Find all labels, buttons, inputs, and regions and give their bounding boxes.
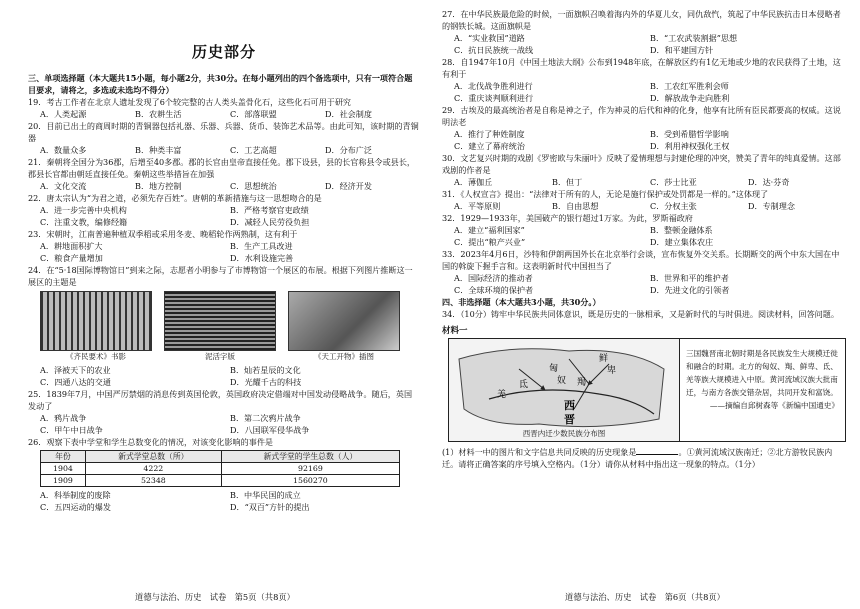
material-source: ——摘编自邱树森等《新编中国通史》 bbox=[709, 401, 839, 410]
table-header: 年份 bbox=[41, 451, 86, 463]
material-text: 三国魏晋南北朝时期是各民族发生大规模迁徙和融合的时期。北方的匈奴、羯、鲜卑、氐、羌等族大规模进入中原。黄河流域汉族大批南迁，与南方各族交错杂居，共同开发和富饶。 bbox=[686, 349, 838, 397]
image-card bbox=[40, 291, 152, 362]
question-32: 32．1929—1933年，美国破产的银行超过1万家。为此，罗斯福政府 bbox=[442, 213, 693, 223]
image-card bbox=[164, 291, 276, 362]
map-title: 西晋内迁少数民族分布图 bbox=[522, 429, 606, 438]
option[interactable]: D．分布广泛 bbox=[325, 145, 372, 155]
option[interactable]: D．光耀千古的科技 bbox=[230, 377, 302, 387]
type-plate-image bbox=[164, 291, 276, 351]
option[interactable]: C．莎士比亚 bbox=[650, 177, 697, 187]
question-31: 31．《人权宣言》提出：“法律对于所有的人，无论是施行保护或处罚都是一样的。”这体现了 bbox=[442, 189, 769, 199]
option[interactable]: A．鸦片战争 bbox=[40, 413, 87, 423]
q19-options bbox=[28, 108, 420, 120]
option[interactable]: A．文化交流 bbox=[40, 181, 87, 191]
q28-options bbox=[442, 80, 846, 104]
question-30: 30．文艺复兴时期的戏剧《罗密欧与朱丽叶》反映了爱情理想与封建伦理的冲突，赞美了青年的纯真爱情。这部戏剧的作者是 bbox=[442, 153, 841, 175]
page-title: 历史部分 bbox=[191, 43, 256, 61]
question-34: 34．（10分）铸牢中华民族共同体意识，既是历史的一脉相承，又是新时代的与时俱进。阅读材料，回答问题。 bbox=[442, 309, 839, 319]
option[interactable]: A．推行了种姓制度 bbox=[454, 129, 525, 139]
table-row bbox=[41, 463, 400, 475]
option[interactable]: D．“双百”方针的提出 bbox=[230, 502, 310, 512]
table-cell: 1560270 bbox=[221, 475, 399, 487]
option[interactable]: D．八国联军侵华战争 bbox=[230, 425, 310, 435]
table-cell: 1909 bbox=[41, 475, 86, 487]
map-label: 鲜 bbox=[599, 354, 609, 364]
question-26: 26．观察下表中学堂和学生总数变化的情况，对该变化影响的事件是 bbox=[28, 437, 274, 447]
q24-options bbox=[28, 364, 420, 388]
option[interactable]: B．整顿金融体系 bbox=[650, 225, 713, 235]
option[interactable]: C．注重文教，编修经籍 bbox=[40, 217, 128, 227]
book-image bbox=[40, 291, 152, 351]
option[interactable]: B．“工农武装割据”思想 bbox=[650, 33, 738, 43]
q26-options bbox=[28, 489, 420, 513]
q31-options bbox=[442, 200, 846, 212]
question-24: 24．在“5·18国际博物馆日”到来之际，志愿者小明参与了市博物馆一个展区的布展。根据下列图片推断这一展区的主题是 bbox=[28, 265, 413, 287]
option[interactable]: D．经济开发 bbox=[325, 181, 372, 191]
option[interactable]: C．全球环境的保护者 bbox=[454, 285, 534, 295]
material-text-block bbox=[680, 339, 845, 441]
option[interactable]: A．北伐战争胜利进行 bbox=[454, 81, 533, 91]
table-cell: 92169 bbox=[221, 463, 399, 475]
option[interactable]: A．薄伽丘 bbox=[454, 177, 493, 187]
table-cell: 52348 bbox=[85, 475, 221, 487]
option[interactable]: C．甲午中日战争 bbox=[40, 425, 103, 435]
question-22: 22．唐太宗认为“为君之道，必须先存百姓”。唐朝的革新措施与这一思想吻合的是 bbox=[28, 193, 322, 203]
q27-options bbox=[442, 32, 846, 56]
table-header: 新式学堂的学生总数（人） bbox=[221, 451, 399, 463]
page-footer: 道德与法治、历史 试卷 第5页（共8页） bbox=[135, 592, 295, 602]
answer-prompt-continued: 。①黄河流域汉族南迁；②北方游牧民族内迁。请将正确答案的序号填入空格内。（1分）请你从材料中指出这一现象的特点。（1分） bbox=[442, 447, 833, 469]
option[interactable]: D．解放战争走向胜利 bbox=[650, 93, 730, 103]
question-19: 19．考古工作者在北京人遗址发现了6个较完整的古人类头盖骨化石，这些化石可用于研究 bbox=[28, 97, 352, 107]
page-footer: 道德与法治、历史 试卷 第6页（共8页） bbox=[565, 592, 725, 602]
question-21: 21．秦朝将全国分为36郡，后增至40多郡。郡的长官由皇帝直接任免。郡下设县，县的长官称县令或县长，郡县长官都由朝廷直接任免。秦朝这些举措旨在加强 bbox=[28, 157, 416, 179]
map-label: 羯 bbox=[577, 378, 587, 388]
section-heading: 三、单项选择题（本大题共15小题，每小题2分，共30分。在每小题列出的四个备选项中，只有一项符合题目要求，请将之，多选或未选均不得分） bbox=[28, 73, 413, 95]
option[interactable]: D．和平建国方针 bbox=[650, 45, 714, 55]
table-cell: 4222 bbox=[85, 463, 221, 475]
map-label: 奴 bbox=[557, 376, 567, 386]
option[interactable]: D．先进文化的引领者 bbox=[650, 285, 730, 295]
question-29: 29．古埃及的最高统治者是自称是神之子，作为神灵的后代和神的化身，他享有比所有臣民都要高的权威。这说明法老 bbox=[442, 105, 841, 127]
q33-options bbox=[442, 272, 846, 296]
image-caption: 《齐民要术》书影 bbox=[66, 352, 126, 361]
illustration-image bbox=[288, 291, 400, 351]
right-page bbox=[430, 0, 860, 609]
map-label: 卑 bbox=[607, 366, 617, 376]
option[interactable]: A．建立“福利国家” bbox=[454, 225, 525, 235]
material-box bbox=[448, 338, 846, 442]
answer-blank[interactable] bbox=[636, 446, 678, 455]
question-28: 28．自1947年10月《中国土地法大纲》公布到1948年底，在解放区约有1亿无地或少地的农民获得了土地，这有利于 bbox=[442, 57, 841, 79]
material-label: 材料一 bbox=[442, 326, 468, 336]
map-graphic bbox=[449, 339, 679, 441]
option[interactable]: A．国际经济的推动者 bbox=[454, 273, 533, 283]
map-label: 晋 bbox=[564, 413, 575, 426]
q22-options bbox=[28, 204, 420, 228]
option[interactable]: B．受到希腊哲学影响 bbox=[650, 129, 729, 139]
option[interactable]: B．自由思想 bbox=[552, 201, 599, 211]
option[interactable]: C．四通八达的交通 bbox=[40, 377, 111, 387]
option[interactable]: C．思想统治 bbox=[230, 181, 277, 191]
option[interactable]: D．减轻人民劳役负担 bbox=[230, 217, 310, 227]
answer-prompt: (1）材料一中的图片和文字信息共同反映的历史现象是 bbox=[442, 447, 637, 457]
q25-options bbox=[28, 412, 420, 436]
option[interactable]: B．工农红军胜利会师 bbox=[650, 81, 729, 91]
migration-map bbox=[449, 339, 680, 441]
option[interactable]: C．提出“粮产兴业” bbox=[454, 237, 526, 247]
table-header: 新式学堂总数（所） bbox=[85, 451, 221, 463]
question-27: 27．在中华民族最危险的时候，一面旗帜召唤着海内外的华夏儿女，同仇敌忾，筑起了中华民族抗击日本侵略者的钢铁长城。这面旗帜是 bbox=[442, 9, 841, 31]
map-label: 羌 bbox=[497, 390, 507, 400]
option[interactable]: B．但丁 bbox=[552, 177, 583, 187]
answer-question-1 bbox=[442, 446, 846, 470]
option[interactable]: A．“实业救国”道路 bbox=[454, 33, 525, 43]
map-label: 西 bbox=[564, 399, 575, 412]
option[interactable]: B．农耕生活 bbox=[135, 109, 182, 119]
question-25: 25．1839年7月，中国严厉禁烟的消息传到英国伦敦，英国政府决定借端对中国发动侵略战争。随后，英国发动了 bbox=[28, 389, 413, 411]
option[interactable]: A．进一步完善中央机构 bbox=[40, 205, 127, 215]
option[interactable]: B．灿若星辰的文化 bbox=[230, 365, 301, 375]
option[interactable]: C．五四运动的爆发 bbox=[40, 502, 111, 512]
q23-options bbox=[28, 240, 420, 264]
option[interactable]: B．中华民国的成立 bbox=[230, 490, 301, 500]
q29-options bbox=[442, 128, 846, 152]
q24-images bbox=[40, 291, 400, 362]
map-label: 匈 bbox=[549, 364, 559, 374]
q20-options bbox=[28, 144, 420, 156]
option[interactable]: C．工艺高超 bbox=[230, 145, 277, 155]
option[interactable]: A．泽被天下的农业 bbox=[40, 365, 111, 375]
option[interactable]: D．专制理念 bbox=[748, 201, 795, 211]
question-23: 23．宋朝时，江南普遍种植双季稻或采用冬麦、晚稻轮作两熟制，这有利于 bbox=[28, 229, 298, 239]
option[interactable]: A．科举制度的废除 bbox=[40, 490, 111, 500]
q30-options bbox=[442, 176, 846, 188]
section-heading: 四、非选择题（本大题共3小题，共30分。） bbox=[442, 297, 601, 307]
option[interactable]: B．严格考察官吏政绩 bbox=[230, 205, 309, 215]
q32-options bbox=[442, 224, 846, 248]
option[interactable]: C．重庆谈判顺利进行 bbox=[454, 93, 534, 103]
question-20: 20．目前已出土的商周时期的青铜器包括礼器、乐器、兵器、货币、装饰艺术品等。由此可知，该时期的青铜器 bbox=[28, 121, 419, 143]
image-card bbox=[288, 291, 400, 362]
option[interactable]: A．耕地面积扩大 bbox=[40, 241, 103, 251]
option[interactable]: D．达·芬奇 bbox=[748, 177, 790, 187]
table-row bbox=[41, 475, 400, 487]
option[interactable]: D．社会制度 bbox=[325, 109, 372, 119]
option[interactable]: B．第二次鸦片战争 bbox=[230, 413, 301, 423]
table-header-row bbox=[41, 451, 400, 463]
option[interactable]: C．建立了幕府统治 bbox=[454, 141, 525, 151]
question-33: 33．2023年4月6日，沙特和伊朗两国外长在北京举行会谈，宣布恢复外交关系。长期断交的两个中东大国在中国的斡旋下握手言和。这表明新时代中国担当了 bbox=[442, 249, 840, 271]
option[interactable]: A．数量众多 bbox=[40, 145, 87, 155]
school-table bbox=[40, 450, 400, 487]
option[interactable]: C．粮食产量增加 bbox=[40, 253, 103, 263]
option[interactable]: B．世界和平的维护者 bbox=[650, 273, 729, 283]
option[interactable]: A．人类起源 bbox=[40, 109, 87, 119]
table-cell: 1904 bbox=[41, 463, 86, 475]
option[interactable]: B．生产工具改进 bbox=[230, 241, 293, 251]
option[interactable]: B．地方控制 bbox=[135, 181, 182, 191]
option[interactable]: C．部落联盟 bbox=[230, 109, 277, 119]
option[interactable]: D．建立集体农庄 bbox=[650, 237, 714, 247]
option[interactable]: D．利用神权强化王权 bbox=[650, 141, 730, 151]
option[interactable]: C．抗日民族统一战线 bbox=[454, 45, 534, 55]
map-label: 氐 bbox=[519, 380, 529, 390]
option[interactable]: A．平等原则 bbox=[454, 201, 501, 211]
option[interactable]: B．种类丰富 bbox=[135, 145, 182, 155]
option[interactable]: D．水利设施完善 bbox=[230, 253, 294, 263]
q21-options bbox=[28, 180, 420, 192]
image-caption: 泥活字版 bbox=[205, 352, 235, 361]
image-caption: 《天工开物》插图 bbox=[314, 352, 374, 361]
option[interactable]: C．分权主张 bbox=[650, 201, 697, 211]
